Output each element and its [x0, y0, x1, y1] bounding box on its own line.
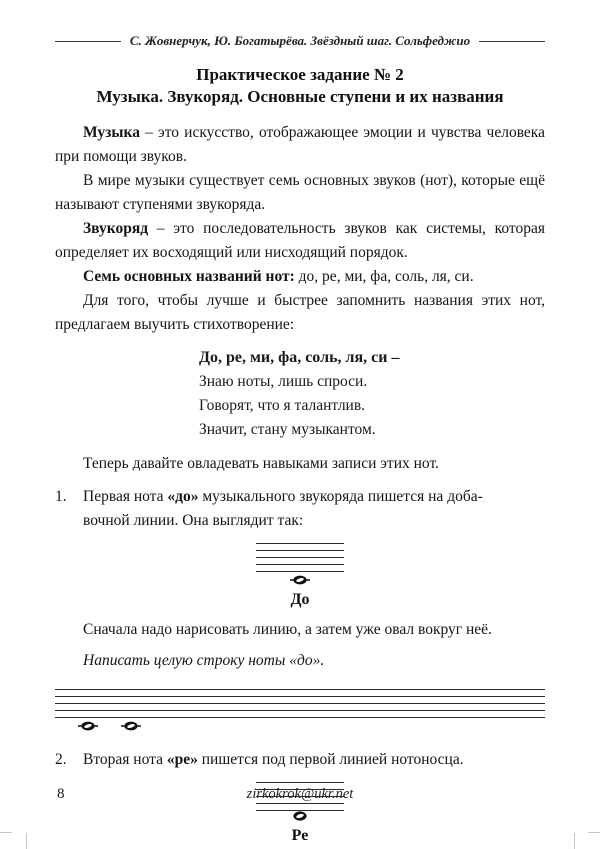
list-item-1	[55, 485, 545, 533]
whole-note-on-ledger-icon	[120, 720, 142, 732]
page-title-line2: Музыка. Звукоряд. Основные ступени и их названия	[96, 87, 504, 106]
task-write-do-line: Написать целую строку ноты «до».	[83, 652, 325, 669]
crop-mark-bottom-right-vertical	[574, 833, 575, 849]
paragraph-memorize: Для того, чтобы лучше и быстрее запомнить названия этих нот, предлагаем выучить стихотворение:	[55, 292, 545, 333]
page-number: 8	[57, 786, 65, 802]
crop-mark-bottom-left-horizontal	[0, 832, 12, 833]
header-rule-right	[479, 41, 545, 42]
paragraph-muzyka: Музыка – это искусство, отображающее эмоции и чувства человека при помощи звуков.	[55, 124, 545, 165]
running-head	[55, 33, 545, 49]
paragraph-transition: Теперь давайте овладевать навыками записи этих нот.	[83, 455, 439, 472]
whole-note-icon	[55, 810, 545, 822]
list-item-1-line1: Первая нота «до» музыкального звукоряда пишется на доба-	[83, 488, 483, 505]
footer-email: zirkokrok@ukr.net	[246, 786, 354, 802]
header-rule-left	[55, 41, 121, 42]
poem	[199, 346, 545, 442]
figure-label-do: До	[290, 591, 310, 608]
list-item-1-line2: вочной линии. Она выглядит так:	[83, 512, 304, 529]
figure-label-re: Ре	[291, 827, 309, 844]
whole-note-on-ledger-icon	[77, 720, 99, 732]
whole-note-on-ledger-icon	[55, 574, 545, 586]
crop-mark-bottom-right-horizontal	[588, 832, 600, 833]
list-item-1-number: 1.	[55, 488, 67, 505]
running-head-title: С. Жовнерчук, Ю. Богатырёва. Звёздный шаг. Сольфеджио	[129, 33, 471, 48]
list-item-2-line1: Вторая нота «ре» пишется под первой линией нотоносца.	[83, 751, 464, 768]
paragraph-note-names: Семь основных названий нот: до, ре, ми, фа, соль, ля, си.	[83, 268, 474, 285]
staff-lines-wide	[55, 689, 545, 718]
list-item-2	[55, 748, 545, 772]
poem-line-4: Значит, стану музыкантом.	[199, 421, 376, 438]
page-content	[55, 33, 545, 845]
paragraph-seven-sounds: В мире музыки существует семь основных звуков (нот), которые ещё называют ступенями звукоряда.	[55, 172, 545, 213]
crop-mark-bottom-left-vertical	[26, 833, 27, 849]
page-title-line1: Практическое задание № 2	[196, 65, 404, 84]
list-item-2-text	[83, 748, 545, 772]
figure-note-do	[55, 543, 545, 609]
list-item-2-number: 2.	[55, 751, 67, 768]
paragraph-zvukoryad: Звукоряд – это последовательность звуков как системы, которая определяет их восходящий или нисходящий порядок.	[55, 220, 545, 261]
poem-line-1: До, ре, ми, фа, соль, ля, си –	[199, 349, 400, 366]
page-footer	[0, 786, 600, 806]
list-item-1-text	[83, 485, 545, 533]
practice-notes-row	[55, 720, 545, 734]
poem-line-3: Говорят, что я талантлив.	[199, 397, 366, 414]
figure-practice-staff	[55, 689, 545, 734]
poem-line-2: Знаю ноты, лишь спроси.	[199, 373, 368, 390]
paragraph-draw-hint: Сначала надо нарисовать линию, а затем уже овал вокруг неё.	[83, 621, 492, 638]
staff-lines	[256, 543, 344, 572]
